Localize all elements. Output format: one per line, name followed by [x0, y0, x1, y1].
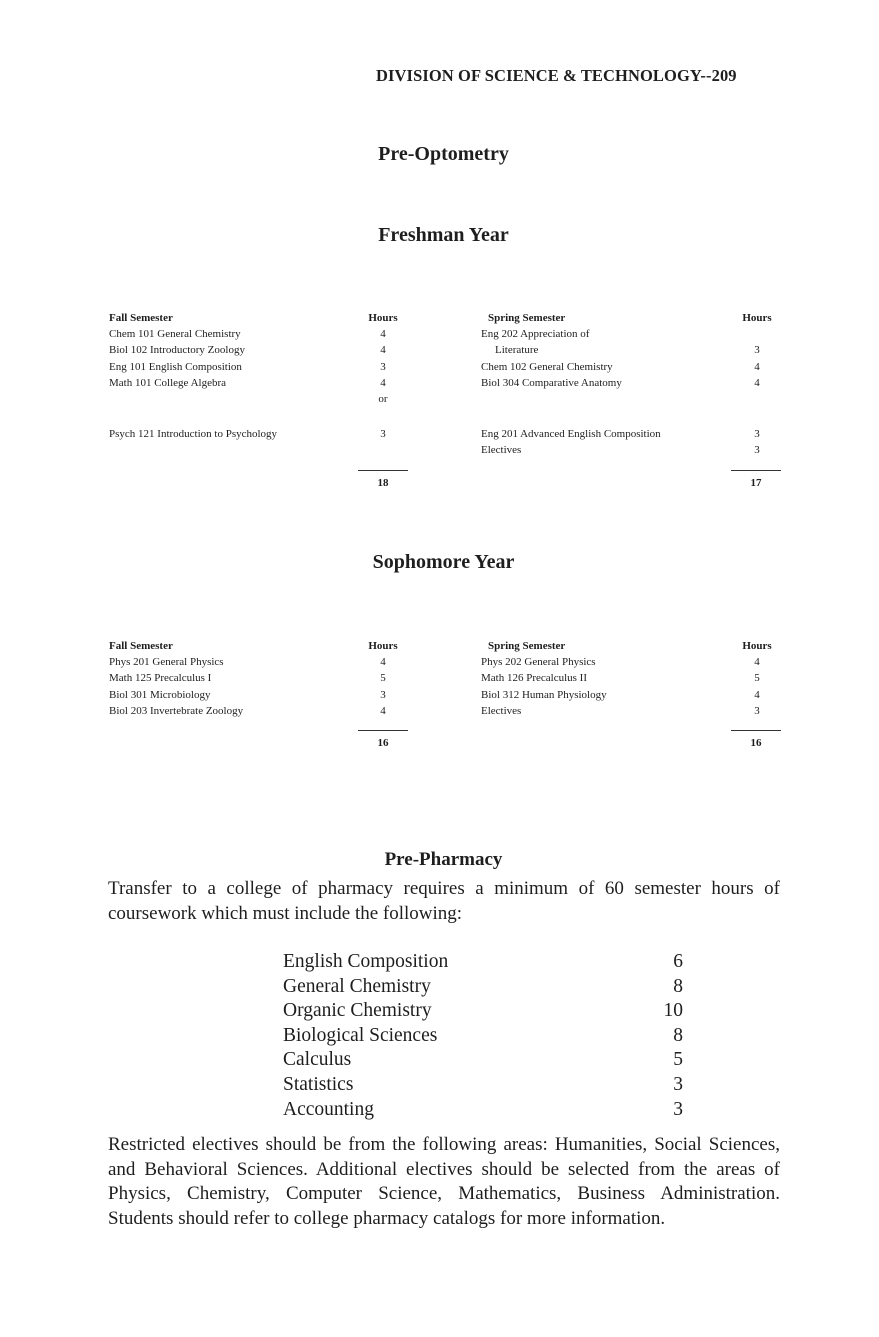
course-hours: 4 [380, 344, 386, 357]
semester-total: 16 [750, 737, 762, 749]
course-name: Biol 102 Introductory Zoology [109, 344, 245, 357]
course-name: Math 126 Precalculus II [481, 672, 587, 685]
course-hours: 3 [754, 344, 760, 357]
course-name: Electives [481, 704, 522, 717]
sophomore-year-title: Sophomore Year [372, 551, 515, 573]
requirement-row [283, 975, 683, 1000]
course-hours: 3 [754, 428, 760, 440]
requirement-hours: 3 [673, 1098, 683, 1120]
fall-semester-label: Fall Semester [109, 312, 173, 324]
requirement-subject: General Chemistry [283, 975, 431, 997]
course-name: Eng 202 Appreciation of [481, 328, 590, 341]
course-name: Biol 203 Invertebrate Zoology [109, 704, 244, 717]
course-hours: 4 [754, 360, 760, 373]
course-name: Eng 101 English Composition [109, 360, 242, 373]
fall-semester-label: Fall Semester [109, 640, 173, 652]
requirement-row [283, 1098, 683, 1123]
course-name: Phys 202 General Physics [481, 656, 596, 669]
course-hours: 3 [380, 428, 386, 440]
pre-pharmacy-title: Pre-Pharmacy [384, 849, 503, 870]
requirement-hours: 8 [673, 1024, 683, 1046]
semester-total: 16 [377, 737, 389, 749]
requirement-hours: 3 [673, 1073, 683, 1095]
spring-semester-label: Spring Semester [488, 312, 566, 324]
freshman-year-title: Freshman Year [378, 224, 509, 246]
course-name: Biol 312 Human Physiology [481, 688, 607, 701]
course-name: Math 101 College Algebra [109, 376, 227, 389]
hours-label: Hours [742, 640, 772, 652]
requirement-row [283, 950, 683, 975]
requirement-subject: Statistics [283, 1073, 354, 1095]
course-hours: 3 [754, 444, 760, 457]
requirement-subject: Organic Chemistry [283, 1000, 432, 1022]
or-label: or [378, 392, 388, 405]
requirement-row [283, 1048, 683, 1073]
course-hours: 3 [380, 360, 386, 373]
course-hours: 4 [380, 656, 386, 669]
course-hours: 4 [754, 376, 760, 389]
requirement-subject: English Composition [283, 951, 449, 972]
course-hours: 4 [380, 376, 386, 389]
semester-total: 17 [750, 477, 762, 489]
page-header: DIVISION OF SCIENCE & TECHNOLOGY--209 [376, 66, 737, 85]
course-name: Chem 101 General Chemistry [109, 328, 241, 341]
total-rule [358, 730, 408, 731]
requirement-subject: Accounting [283, 1098, 374, 1120]
spring-semester-label: Spring Semester [488, 640, 566, 652]
course-name: Biol 301 Microbiology [109, 688, 211, 701]
course-hours: 4 [754, 688, 760, 701]
course-hours: 3 [754, 704, 760, 717]
course-name: Biol 304 Comparative Anatomy [481, 376, 622, 389]
requirement-hours: 5 [673, 1049, 683, 1071]
hours-label: Hours [368, 312, 398, 324]
course-name: Chem 102 General Chemistry [481, 360, 613, 373]
hours-label: Hours [742, 312, 772, 324]
course-name: Literature [495, 344, 539, 357]
requirement-hours: 8 [673, 975, 683, 997]
course-hours: 4 [380, 704, 386, 717]
requirement-hours: 6 [673, 951, 683, 972]
requirement-subject: Calculus [283, 1049, 352, 1071]
pre-pharmacy-intro: Transfer to a college of pharmacy requires a minimum of 60 semester hours of coursework which must include the following: [108, 878, 780, 924]
course-name: Electives [481, 444, 522, 457]
total-rule [358, 470, 408, 471]
requirements-list [283, 950, 683, 1122]
course-name: Math 125 Precalculus I [109, 672, 212, 685]
requirement-hours: 10 [663, 1000, 683, 1022]
pre-optometry-title: Pre-Optometry [378, 143, 509, 165]
course-hours: 4 [754, 656, 760, 669]
hours-label: Hours [368, 640, 398, 652]
course-name: Phys 201 General Physics [109, 656, 224, 669]
course-hours: 4 [380, 328, 386, 341]
requirement-row [283, 1024, 683, 1049]
course-hours: 3 [380, 688, 386, 701]
requirement-subject: Biological Sciences [283, 1024, 438, 1046]
pre-pharmacy-closing: Restricted electives should be from the following areas: Humanities, Social Sciences, and Behavioral Sciences. Additional electives should be selected from the areas of Physics, Chemistry, Computer Science, Mathematics, Business Administration. Students should refer to college pharmacy catalogs for more information. [108, 1134, 780, 1229]
semester-total: 18 [377, 477, 389, 489]
course-name: Eng 201 Advanced English Composition [481, 428, 661, 440]
course-hours: 5 [380, 672, 386, 685]
course-hours: 5 [754, 672, 760, 685]
total-rule [731, 470, 781, 471]
course-name: Psych 121 Introduction to Psychology [109, 428, 278, 440]
requirement-row [283, 1073, 683, 1098]
total-rule [731, 730, 781, 731]
course-hours [735, 326, 779, 342]
requirement-row [283, 999, 683, 1024]
